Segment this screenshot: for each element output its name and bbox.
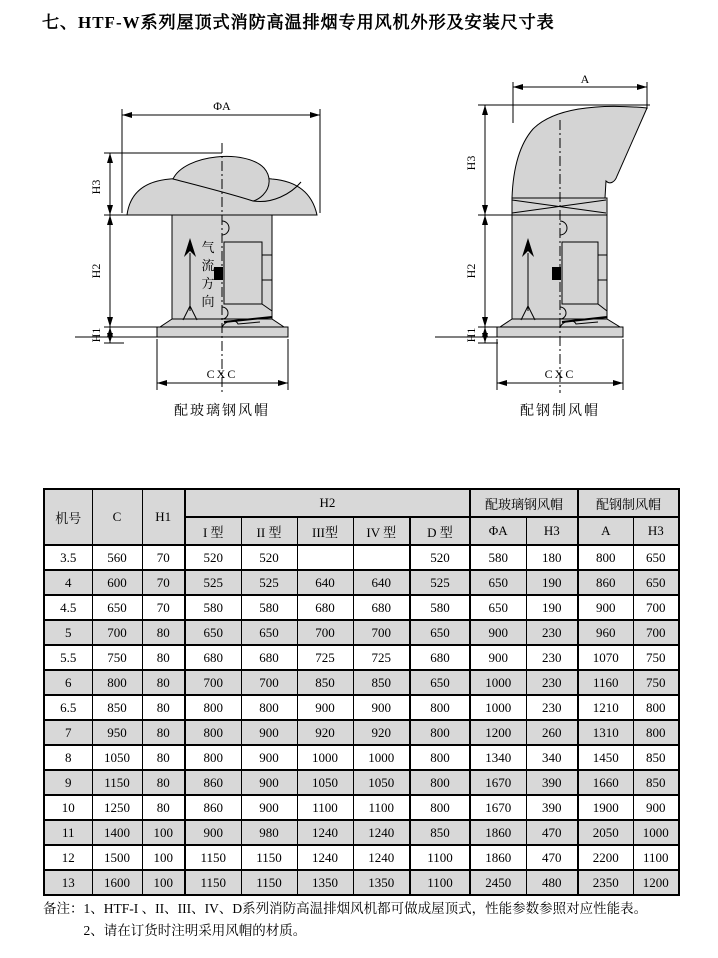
table-cell: 800: [410, 695, 470, 720]
table-cell: 980: [241, 820, 297, 845]
col-header-c: C: [92, 489, 142, 545]
table-cell: 1660: [578, 770, 633, 795]
note-line-2: 2、请在订货时注明采用风帽的材质。: [83, 923, 307, 938]
table-cell: 580: [241, 595, 297, 620]
table-cell: 650: [633, 545, 679, 570]
table-cell: 1100: [410, 870, 470, 895]
table-body: [44, 545, 679, 895]
table-cell: 5.5: [44, 645, 92, 670]
table-cell: 700: [297, 620, 353, 645]
table-cell: 80: [142, 695, 185, 720]
table-header: [44, 489, 679, 545]
table-cell: 1050: [297, 770, 353, 795]
table-cell: 2050: [578, 820, 633, 845]
shaft-hub: [214, 267, 223, 280]
table-cell: 960: [578, 620, 633, 645]
table-cell: 900: [241, 745, 297, 770]
table-cell: 525: [410, 570, 470, 595]
table-row: [44, 645, 679, 670]
table-cell: 900: [353, 695, 410, 720]
dimension-h1: [89, 327, 124, 343]
table-cell: 580: [410, 595, 470, 620]
table-cell: 80: [142, 645, 185, 670]
svg-text:CXC: CXC: [544, 367, 576, 381]
table-cell: 1240: [297, 845, 353, 870]
table-row: [44, 795, 679, 820]
table-cell: 680: [241, 645, 297, 670]
table-cell: 1100: [353, 795, 410, 820]
svg-text:流: 流: [201, 258, 215, 273]
table-cell: 600: [92, 570, 142, 595]
table-cell: 1340: [470, 745, 526, 770]
table-cell: 750: [633, 670, 679, 695]
table-cell: 2450: [470, 870, 526, 895]
table-cell: 1000: [470, 695, 526, 720]
table-cell: 1100: [633, 845, 679, 870]
table-cell: 680: [297, 595, 353, 620]
table-cell: 230: [526, 695, 578, 720]
svg-text:H1: H1: [464, 327, 478, 343]
col-header-type-4: IV 型: [353, 517, 410, 545]
table-cell: 260: [526, 720, 578, 745]
table-cell: [353, 545, 410, 570]
table-cell: 650: [185, 620, 241, 645]
table-cell: 525: [241, 570, 297, 595]
svg-text:H3: H3: [464, 155, 478, 171]
steel-hood: [512, 106, 647, 198]
table-cell: 1250: [92, 795, 142, 820]
caption-fiberglass: 配玻璃钢风帽: [174, 404, 270, 419]
table-cell: 860: [185, 795, 241, 820]
diagram-fiberglass-cap-fan: [60, 75, 400, 425]
table-cell: 650: [92, 595, 142, 620]
table-cell: 920: [353, 720, 410, 745]
table-cell: 100: [142, 820, 185, 845]
table-row: [44, 620, 679, 645]
table-cell: 6: [44, 670, 92, 695]
col-header-fan-no: 机号: [44, 489, 92, 545]
table-cell: 2350: [578, 870, 633, 895]
table-cell: 1350: [297, 870, 353, 895]
table-cell: 11: [44, 820, 92, 845]
table-cell: 80: [142, 795, 185, 820]
notes: [43, 898, 693, 942]
table-cell: 900: [470, 620, 526, 645]
table-cell: 900: [241, 720, 297, 745]
col-header-fiberglass-h3: H3: [526, 517, 578, 545]
caption-steel: 配钢制风帽: [520, 404, 600, 419]
table-cell: 340: [526, 745, 578, 770]
fan-body-fiberglass: [75, 143, 317, 393]
table-cell: 80: [142, 745, 185, 770]
svg-text:H1: H1: [89, 327, 103, 343]
table-cell: 1600: [92, 870, 142, 895]
table-row: [44, 595, 679, 620]
table-cell: 1900: [578, 795, 633, 820]
table-cell: 70: [142, 595, 185, 620]
table-cell: 800: [633, 695, 679, 720]
fan-body-steel: [435, 106, 647, 393]
table-cell: 1070: [578, 645, 633, 670]
table-cell: 1050: [353, 770, 410, 795]
table-cell: 470: [526, 845, 578, 870]
table-cell: 190: [526, 595, 578, 620]
table-row: [44, 720, 679, 745]
svg-text:ΦA: ΦA: [213, 99, 231, 113]
table-cell: 470: [526, 820, 578, 845]
table-cell: 1860: [470, 845, 526, 870]
dimensions-table: [43, 488, 680, 896]
table-cell: 1670: [470, 770, 526, 795]
table-cell: 1400: [92, 820, 142, 845]
table-cell: 1240: [353, 820, 410, 845]
table-cell: 860: [578, 570, 633, 595]
table-cell: [297, 545, 353, 570]
table-cell: 725: [353, 645, 410, 670]
table-cell: 70: [142, 570, 185, 595]
table-cell: 230: [526, 670, 578, 695]
table-cell: 2200: [578, 845, 633, 870]
table-cell: 5: [44, 620, 92, 645]
table-cell: 1240: [297, 820, 353, 845]
table-cell: 900: [578, 595, 633, 620]
col-header-type-2: II 型: [241, 517, 297, 545]
page-title: 七、HTF-W系列屋顶式消防高温排烟专用风机外形及安装尺寸表: [42, 13, 555, 32]
table-cell: 920: [297, 720, 353, 745]
table-row: [44, 870, 679, 895]
table-cell: 1310: [578, 720, 633, 745]
table-cell: 580: [470, 545, 526, 570]
table-cell: 1000: [297, 745, 353, 770]
table-cell: 650: [410, 620, 470, 645]
table-cell: 1150: [185, 870, 241, 895]
table-cell: 800: [410, 770, 470, 795]
table-cell: 1670: [470, 795, 526, 820]
table-cell: 750: [92, 645, 142, 670]
dimension-h2: [464, 215, 497, 327]
table-cell: 80: [142, 720, 185, 745]
table-cell: 480: [526, 870, 578, 895]
table-cell: 680: [410, 645, 470, 670]
table-cell: 650: [633, 570, 679, 595]
table-cell: 800: [578, 545, 633, 570]
table-cell: 1450: [578, 745, 633, 770]
table-cell: 390: [526, 795, 578, 820]
table-cell: 750: [633, 645, 679, 670]
table-cell: 1160: [578, 670, 633, 695]
table-cell: 80: [142, 770, 185, 795]
table-cell: 525: [185, 570, 241, 595]
table-cell: 800: [410, 795, 470, 820]
table-cell: 1150: [241, 870, 297, 895]
table-cell: 1200: [633, 870, 679, 895]
table-cell: 850: [633, 770, 679, 795]
table-cell: 800: [241, 695, 297, 720]
table-cell: 800: [410, 720, 470, 745]
table-cell: 700: [633, 620, 679, 645]
table-cell: 1240: [353, 845, 410, 870]
table-cell: 900: [470, 645, 526, 670]
note-line-1: 备注：1、HTF-I 、II、III、IV、D系列消防高温排烟风机都可做成屋顶式，性能参数参照对应性能表。: [43, 901, 648, 916]
table-cell: 900: [241, 770, 297, 795]
table-cell: 1200: [470, 720, 526, 745]
table-cell: 640: [297, 570, 353, 595]
table-cell: 800: [185, 720, 241, 745]
table-row: [44, 845, 679, 870]
table-cell: 700: [92, 620, 142, 645]
table-cell: 650: [470, 595, 526, 620]
table-cell: 7: [44, 720, 92, 745]
table-cell: 800: [633, 720, 679, 745]
table-cell: 8: [44, 745, 92, 770]
table-cell: 4.5: [44, 595, 92, 620]
table-cell: 230: [526, 645, 578, 670]
table-cell: 1350: [353, 870, 410, 895]
table-cell: 725: [297, 645, 353, 670]
table-cell: 560: [92, 545, 142, 570]
table-cell: 1000: [353, 745, 410, 770]
dimension-cxc: [497, 339, 623, 390]
table-cell: 520: [241, 545, 297, 570]
svg-text:H2: H2: [464, 263, 478, 279]
dimension-h2: [89, 215, 157, 327]
group-header-fiberglass-cap: 配玻璃钢风帽: [470, 489, 578, 517]
table-cell: 80: [142, 670, 185, 695]
table-cell: 13: [44, 870, 92, 895]
table-cell: 100: [142, 870, 185, 895]
table-cell: 10: [44, 795, 92, 820]
table-cell: 390: [526, 770, 578, 795]
table-cell: 80: [142, 620, 185, 645]
table-row: [44, 820, 679, 845]
table-cell: 800: [92, 670, 142, 695]
table-row: [44, 695, 679, 720]
col-header-type-1: I 型: [185, 517, 241, 545]
shaft-hub: [552, 267, 561, 280]
table-cell: 640: [353, 570, 410, 595]
table-cell: 680: [185, 645, 241, 670]
dimension-h1: [464, 327, 498, 343]
table-row: [44, 545, 679, 570]
table-cell: 12: [44, 845, 92, 870]
svg-text:H3: H3: [89, 179, 103, 195]
table-cell: 700: [185, 670, 241, 695]
table-cell: 3.5: [44, 545, 92, 570]
col-header-steel-h3: H3: [633, 517, 679, 545]
table-row: [44, 670, 679, 695]
svg-text:方: 方: [201, 276, 215, 291]
table-cell: 580: [185, 595, 241, 620]
table-cell: 650: [470, 570, 526, 595]
table-cell: 700: [241, 670, 297, 695]
table-cell: 700: [353, 620, 410, 645]
table-cell: 6.5: [44, 695, 92, 720]
table-cell: 4: [44, 570, 92, 595]
col-header-type-d: D 型: [410, 517, 470, 545]
table-cell: 1150: [185, 845, 241, 870]
table-cell: 850: [353, 670, 410, 695]
group-header-steel-cap: 配钢制风帽: [578, 489, 679, 517]
table-cell: 800: [410, 745, 470, 770]
table-cell: 180: [526, 545, 578, 570]
table-row: [44, 745, 679, 770]
group-header-h2: H2: [185, 489, 470, 517]
table-cell: 520: [185, 545, 241, 570]
table-cell: 900: [297, 695, 353, 720]
table-row: [44, 770, 679, 795]
diagram-steel-cap-fan: [420, 75, 710, 425]
table-cell: 650: [241, 620, 297, 645]
col-header-h1: H1: [142, 489, 185, 545]
table-cell: 1150: [92, 770, 142, 795]
table-cell: 9: [44, 770, 92, 795]
table-cell: 1860: [470, 820, 526, 845]
table-cell: 900: [633, 795, 679, 820]
svg-text:CXC: CXC: [206, 367, 238, 381]
table-cell: 800: [185, 745, 241, 770]
table-cell: 190: [526, 570, 578, 595]
table-cell: 900: [185, 820, 241, 845]
svg-text:气: 气: [201, 240, 215, 255]
table-cell: 1500: [92, 845, 142, 870]
table-cell: 860: [185, 770, 241, 795]
table-cell: 520: [410, 545, 470, 570]
table-cell: 1100: [297, 795, 353, 820]
table-cell: 1150: [241, 845, 297, 870]
svg-text:H2: H2: [89, 263, 103, 279]
table-cell: 700: [633, 595, 679, 620]
svg-text:向: 向: [201, 294, 215, 309]
col-header-steel-a: A: [578, 517, 633, 545]
table-cell: 850: [410, 820, 470, 845]
table-cell: 1000: [470, 670, 526, 695]
table-cell: 850: [92, 695, 142, 720]
table-cell: 70: [142, 545, 185, 570]
table-cell: 1050: [92, 745, 142, 770]
table-cell: 230: [526, 620, 578, 645]
table-row: [44, 570, 679, 595]
table-cell: 1000: [633, 820, 679, 845]
table-cell: 850: [633, 745, 679, 770]
col-header-phi-a: ΦA: [470, 517, 526, 545]
table-cell: 1210: [578, 695, 633, 720]
svg-text:A: A: [580, 75, 590, 86]
table-cell: 800: [185, 695, 241, 720]
table-cell: 900: [241, 795, 297, 820]
table-cell: 850: [297, 670, 353, 695]
col-header-type-3: III型: [297, 517, 353, 545]
table-cell: 650: [410, 670, 470, 695]
table-cell: 680: [353, 595, 410, 620]
table-cell: 950: [92, 720, 142, 745]
table-cell: 1100: [410, 845, 470, 870]
table-cell: 100: [142, 845, 185, 870]
